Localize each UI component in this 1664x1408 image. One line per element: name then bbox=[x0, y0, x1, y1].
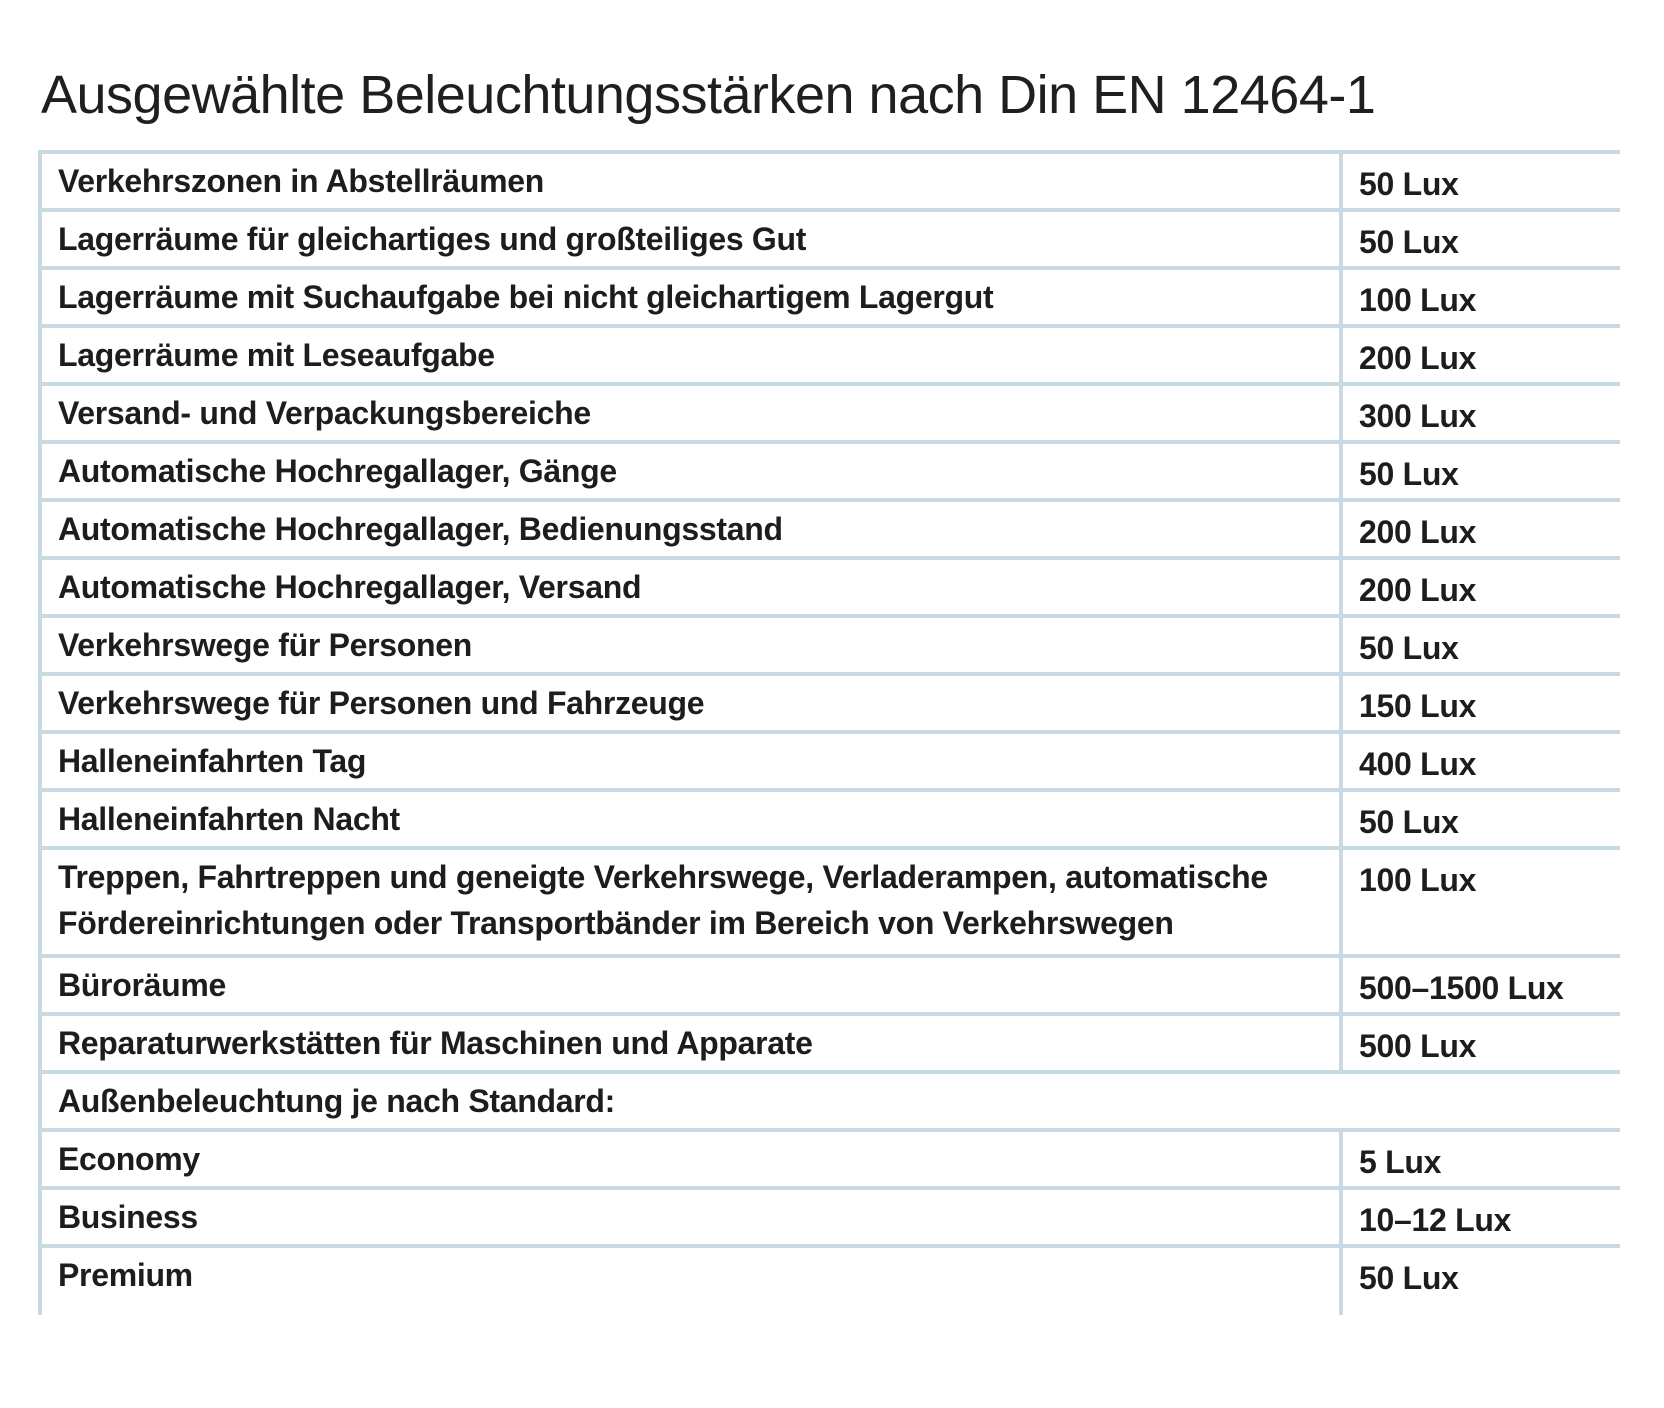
row-label: Verkehrszonen in Abstellräumen bbox=[42, 154, 1343, 208]
table-row bbox=[42, 328, 1620, 386]
page-title: Ausgewählte Beleuchtungsstärken nach Din EN 12464-1 bbox=[41, 65, 1376, 125]
table-row bbox=[42, 1132, 1620, 1190]
row-value: 50 Lux bbox=[1359, 1260, 1459, 1296]
row-value: 100 Lux bbox=[1359, 282, 1477, 318]
row-value: 400 Lux bbox=[1359, 746, 1477, 782]
row-value: 200 Lux bbox=[1359, 340, 1477, 376]
row-value: 100 Lux bbox=[1359, 862, 1477, 898]
row-label: Automatische Hochregallager, Gänge bbox=[42, 444, 1343, 498]
row-value: 50 Lux bbox=[1359, 630, 1459, 666]
row-label: Reparaturwerkstätten für Maschinen und Apparate bbox=[42, 1016, 1343, 1070]
row-value: 50 Lux bbox=[1359, 224, 1459, 260]
row-label: Lagerräume mit Suchaufgabe bei nicht gleichartigem Lagergut bbox=[42, 270, 1343, 324]
table-row bbox=[42, 212, 1620, 270]
table-row bbox=[42, 958, 1620, 1016]
table-row bbox=[42, 1248, 1620, 1315]
table-row bbox=[42, 386, 1620, 444]
table-row bbox=[42, 444, 1620, 502]
row-label: Lagerräume mit Leseaufgabe bbox=[42, 328, 1343, 382]
table-row bbox=[42, 154, 1620, 212]
row-label: Treppen, Fahrtreppen und geneigte Verkehrswege, Verladerampen, automatische Fördereinrichtungen oder Transportbänder im Bereich von Verkehrswegen bbox=[42, 850, 1343, 954]
row-label: Lagerräume für gleichartiges und großteiliges Gut bbox=[42, 212, 1343, 266]
section-heading-row bbox=[42, 1074, 1620, 1132]
row-value: 200 Lux bbox=[1359, 514, 1477, 550]
table-row bbox=[42, 502, 1620, 560]
row-value: 50 Lux bbox=[1359, 166, 1459, 202]
row-label: Halleneinfahrten Tag bbox=[42, 734, 1343, 788]
table-row bbox=[42, 1016, 1620, 1074]
table-row bbox=[42, 792, 1620, 850]
table-row bbox=[42, 676, 1620, 734]
table-row bbox=[42, 850, 1620, 958]
table-row bbox=[42, 270, 1620, 328]
row-value: 500 Lux bbox=[1359, 1028, 1477, 1064]
row-label: Verkehrswege für Personen und Fahrzeuge bbox=[42, 676, 1343, 730]
row-label: Automatische Hochregallager, Bedienungsstand bbox=[42, 502, 1343, 556]
row-label: Büroräume bbox=[42, 958, 1343, 1012]
section-heading: Außenbeleuchtung je nach Standard: bbox=[58, 1083, 615, 1119]
row-label: Economy bbox=[42, 1132, 1343, 1186]
row-value: 300 Lux bbox=[1359, 398, 1477, 434]
row-value: 5 Lux bbox=[1359, 1144, 1442, 1180]
row-label: Premium bbox=[42, 1248, 1343, 1315]
row-value: 200 Lux bbox=[1359, 572, 1477, 608]
row-label: Versand- und Verpackungsbereiche bbox=[42, 386, 1343, 440]
illuminance-table bbox=[38, 150, 1620, 1315]
row-value: 50 Lux bbox=[1359, 804, 1459, 840]
row-label: Business bbox=[42, 1190, 1343, 1244]
row-value: 150 Lux bbox=[1359, 688, 1477, 724]
table-row bbox=[42, 618, 1620, 676]
row-value: 50 Lux bbox=[1359, 456, 1459, 492]
row-label: Halleneinfahrten Nacht bbox=[42, 792, 1343, 846]
row-value: 500–1500 Lux bbox=[1359, 970, 1564, 1006]
row-value: 10–12 Lux bbox=[1359, 1202, 1512, 1238]
row-label: Verkehrswege für Personen bbox=[42, 618, 1343, 672]
row-label: Automatische Hochregallager, Versand bbox=[42, 560, 1343, 614]
table-row bbox=[42, 560, 1620, 618]
table-row bbox=[42, 734, 1620, 792]
table-row bbox=[42, 1190, 1620, 1248]
